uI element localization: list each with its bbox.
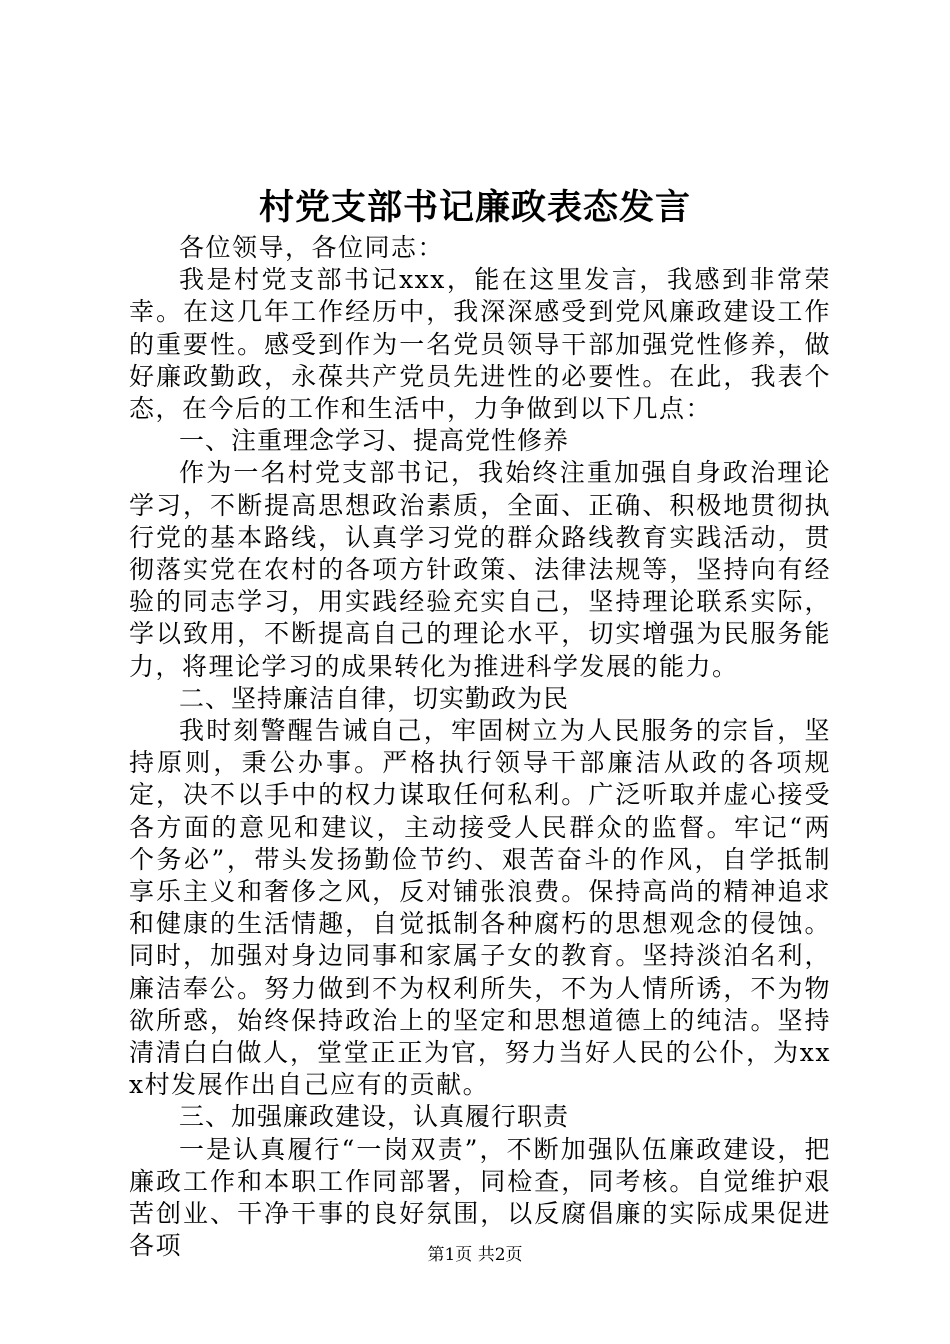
section-paragraph-2: 我时刻警醒告诫自己，牢固树立为人民服务的宗旨，坚持原则，秉公办事。严格执行领导干部廉洁从政的各项规定，决不以手中的权力谋取任何私利。广泛听取并虚心接受各方面的意见和建议，主动接受人民群众的监督。牢记“两个务必”，带头发扬勤俭节约、艰苦奋斗的作风，自学抵制享乐主义和奢侈之风，反对铺张浪费。保持高尚的精神追求和健康的生活情趣，自觉抵制各种腐朽的思想观念的侵蚀。同时，加强对身边同事和家属子女的教育。坚持淡泊名利，廉洁奉公。努力做到不为权利所失，不为人情所诱，不为物欲所惑，始终保持政治上的坚定和思想道德上的纯洁。坚持清清白白做人，堂堂正正为官，努力当好人民的公仆，为xxx村发展作出自己应有的贡献。 <box>129 716 831 1100</box>
section-heading-2: 二、坚持廉洁自律，切实勤政为民 <box>179 683 570 713</box>
salutation: 各位领导，各位同志： <box>179 233 445 262</box>
section-heading-3: 三、加强廉政建设，认真履行职责 <box>179 1102 570 1132</box>
section-paragraph-3: 一是认真履行“一岗双责”，不断加强队伍廉政建设，把廉政工作和本职工作同部署，同检查，同考核。自觉维护艰苦创业、干净干事的良好氛围，以反腐倡廉的实际成果促进各项 <box>129 1134 831 1261</box>
page-footer: 第1页 共2页 <box>427 1245 523 1265</box>
document-body <box>129 232 831 1263</box>
section-heading-1: 一、注重理念学习、提高党性修养 <box>179 426 570 456</box>
section-paragraph-1: 作为一名村党支部书记，我始终注重加强自身政治理论学习，不断提高思想政治素质，全面、正确、积极地贯彻执行党的基本路线，认真学习党的群众路线教育实践活动，贯彻落实党在农村的各项方针政策、法律法规等，坚持向有经验的同志学习，用实践经验充实自己，坚持理论联系实际，学以致用，不断提高自己的理论水平，切实增强为民服务能力，将理论学习的成果转化为推进科学发展的能力。 <box>129 458 831 681</box>
document-title: 村党支部书记廉政表态发言 <box>258 187 691 228</box>
intro-paragraph: 我是村党支部书记xxx，能在这里发言，我感到非常荣幸。在这几年工作经历中，我深深感受到党风廉政建设工作的重要性。感受到作为一名党员领导干部加强党性修养，做好廉政勤政，永葆共产党员先进性的必要性。在此，我表个态，在今后的工作和生活中，力争做到以下几点： <box>129 265 831 424</box>
